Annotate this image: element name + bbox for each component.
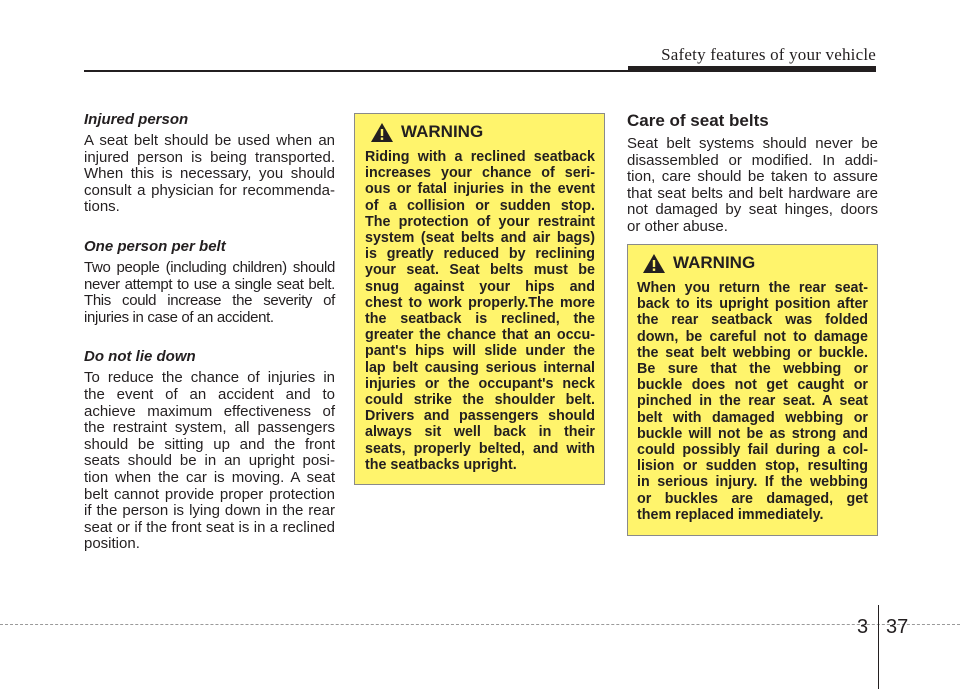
text-line: achieve maximum effectiveness of	[84, 402, 335, 420]
warning-text	[637, 280, 868, 523]
text-line: tion, care should be taken to assure	[627, 168, 878, 186]
text-line: When this is necessary, you should	[84, 165, 335, 183]
text-line: always sit well back in their	[365, 424, 595, 441]
footer-rule	[0, 624, 960, 625]
text-line: The protection of your restraint	[365, 213, 595, 230]
text-line: Be sure that the webbing or	[637, 361, 868, 378]
text-line: seats should be in an upright posi-	[84, 452, 335, 470]
text-line: injured person is being transported.	[84, 148, 335, 166]
text-line: increases your chance of seri-	[365, 165, 595, 182]
footer-divider	[878, 605, 879, 689]
text-line: Riding with a reclined seatback	[365, 149, 595, 165]
section-body	[84, 370, 335, 553]
text-line: chest to work properly.The more	[365, 294, 595, 311]
right-column	[627, 111, 878, 236]
text-line: should be sitting up and the front	[84, 435, 335, 453]
warning-box	[354, 113, 605, 485]
text-line: tion when the car is moving. A seat	[84, 468, 335, 486]
text-line: consult a physician for recommenda-	[84, 181, 335, 199]
warning-title: WARNING	[673, 253, 756, 273]
text-line: Two people (including children) should	[84, 258, 335, 276]
text-line: Drivers and passengers should	[365, 408, 595, 425]
warning-title: WARNING	[401, 122, 484, 142]
section-heading: Do not lie down	[84, 348, 196, 366]
left-column	[84, 111, 335, 553]
warning-triangle-icon	[642, 253, 666, 274]
text-line: the restraint system, all passengers	[84, 419, 335, 437]
text-line: lap belt causing serious internal	[365, 359, 595, 376]
text-line: never attempt to use a single seat belt.	[84, 275, 335, 293]
text-line: your seat. Seat belts must be	[365, 262, 595, 279]
section-heading: One person per belt	[84, 237, 226, 255]
text-line: system (seat belts and air bags)	[365, 230, 595, 247]
text-line: position.	[84, 535, 140, 553]
text-line: in serious injury. If the webbing	[637, 474, 868, 491]
warning-triangle-icon	[370, 122, 394, 143]
text-line: or buckles are damaged, get	[637, 490, 868, 507]
section-heading: Care of seat belts	[627, 111, 769, 130]
text-line: injuries or the occupant's neck	[365, 375, 595, 392]
text-line: A seat belt should be used when an	[84, 132, 335, 149]
text-line: disassembled or modified. In addi-	[627, 151, 878, 169]
text-line: of a collision or sudden stop.	[365, 197, 595, 214]
warning-box	[627, 244, 878, 536]
section-heading: Injured person	[84, 111, 189, 128]
section-body	[84, 133, 335, 216]
text-line: ous or fatal injuries in the event	[365, 181, 595, 198]
header-rule-accent	[628, 66, 876, 72]
header-title: Safety features of your vehicle	[661, 45, 876, 64]
text-line: snug against your hips and	[365, 278, 595, 295]
text-line: injuries in case of an accident.	[84, 308, 274, 326]
text-line: pant's hips will slide under the	[365, 343, 595, 360]
text-line: greater the chance that an occu-	[365, 327, 595, 344]
text-line: pinched in the rear seat. A seat	[637, 393, 868, 410]
text-line: buckle will not be as strong and	[637, 425, 868, 442]
text-line: if the person is lying down in the rear	[84, 502, 335, 520]
section-body	[627, 136, 878, 236]
chapter-number: 3	[857, 616, 869, 638]
warning-text	[365, 149, 595, 473]
text-line: not damaged by seat hinges, doors	[627, 201, 878, 219]
text-line: When you return the rear seat-	[637, 280, 868, 296]
text-line: tions.	[84, 198, 120, 216]
text-line: belt cannot provide proper protection	[84, 485, 335, 503]
text-line: could strike the shoulder belt.	[365, 392, 595, 409]
text-line: that seat belts and belt hardware are	[627, 184, 878, 202]
text-line: or other abuse.	[627, 217, 728, 235]
text-line: the seatbacks upright.	[365, 456, 517, 473]
text-line: the seat belt webbing or buckle.	[637, 344, 868, 361]
text-line: could possibly fail during a col-	[637, 442, 868, 459]
text-line: seats, properly belted, and with	[365, 440, 595, 457]
text-line: buckle does not get caught or	[637, 377, 868, 394]
text-line: Seat belt systems should never be	[627, 135, 878, 152]
page-number: 37	[886, 616, 909, 638]
text-line: is greatly reduced by reclining	[365, 246, 595, 263]
text-line: the seatback is reclined, the	[365, 311, 595, 328]
text-line: lision or sudden stop, resulting	[637, 458, 868, 475]
section-body	[84, 260, 335, 326]
text-line: the rear seatback was folded	[637, 312, 868, 329]
text-line: seat or if the front seat is in a reclined	[84, 518, 335, 536]
text-line: back to its upright position after	[637, 296, 868, 313]
text-line: To reduce the chance of injuries in	[84, 369, 335, 387]
warning-header	[370, 122, 595, 143]
warning-header	[642, 253, 868, 274]
text-line: down, be careful not to damage	[637, 328, 868, 345]
text-line: them replaced immediately.	[637, 506, 824, 523]
text-line: the event of an accident and to	[84, 385, 335, 403]
text-line: belt with damaged webbing or	[637, 409, 868, 426]
text-line: This could increase the severity of	[84, 292, 335, 310]
